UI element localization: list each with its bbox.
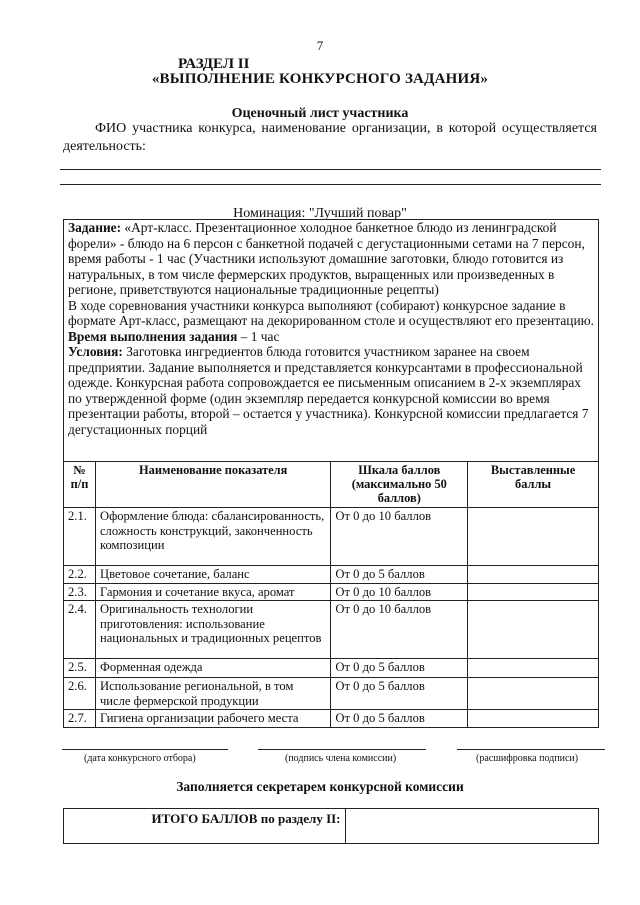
row-scale: От 0 до 10 баллов: [331, 508, 468, 566]
signature-caption: (подпись члена комиссии): [285, 753, 397, 764]
date-line[interactable]: [62, 749, 228, 750]
row-score-cell[interactable]: [468, 678, 599, 710]
task-label: Задание:: [68, 220, 122, 235]
row-name: Оформление блюда: сбалансированность, сложность конструкций, законченность композиции: [95, 508, 330, 566]
row-scale: От 0 до 10 баллов: [331, 583, 468, 601]
row-score-cell[interactable]: [468, 583, 599, 601]
table-row: [64, 659, 599, 678]
table-row: [64, 710, 599, 728]
table-row: [64, 678, 599, 710]
decode-line[interactable]: [457, 749, 605, 750]
header-scale: Шкала баллов (максимально 50 баллов): [331, 462, 468, 508]
row-num: 2.3.: [64, 583, 96, 601]
row-name: Оригинальность технологии приготовления: использование национальных и традиционных рецептов: [95, 601, 330, 659]
time-value: – 1 час: [237, 328, 280, 344]
row-num: 2.4.: [64, 601, 96, 659]
header-name: Наименование показателя: [95, 462, 330, 508]
table-row: [64, 583, 599, 601]
row-score-cell[interactable]: [468, 710, 599, 728]
row-scale: От 0 до 5 баллов: [331, 659, 468, 678]
total-table: [63, 808, 599, 844]
conditions-text: Заготовка ингредиентов блюда готовится участником заранее на своем предприятии. Задание выполняется и представляется конкурсантами в профессиональной одежде. Конкурсная работа сопровождается ее письменным описанием в 2-х экземплярах по утвержденной форме (один экземпляр передается конкурсной комиссии во время презентации работы, второй – остается у участника). Конкурсной комиссии предлагается 7 дегустационных порций: [68, 344, 589, 437]
decode-caption: (расшифровка подписи): [476, 753, 579, 764]
row-scale: От 0 до 5 баллов: [331, 566, 468, 584]
page-number: 7: [316, 38, 324, 53]
secretary-note: Заполняется секретарем конкурсной комиссии: [176, 779, 464, 794]
task-description: [68, 220, 596, 437]
date-caption: (дата конкурсного отбора): [84, 753, 196, 764]
row-num: 2.5.: [64, 659, 96, 678]
section-subtitle: «ВЫПОЛНЕНИЕ КОНКУРСНОГО ЗАДАНИЯ»: [151, 71, 489, 87]
task-text-2: В ходе соревнования участники конкурса выполняют (собирают) конкурсное задание в формате Арт-класс, размещают на декорированном столе и осуществляют его презентацию.: [68, 297, 594, 328]
sheet-title: Оценочный лист участника: [231, 106, 409, 121]
fio-label: ФИО участника конкурса, наименование организации, в которой осуществляется деятельность:: [63, 121, 597, 154]
fio-line-1[interactable]: [60, 169, 601, 170]
row-num: 2.6.: [64, 678, 96, 710]
row-score-cell[interactable]: [468, 566, 599, 584]
row-num: 2.7.: [64, 710, 96, 728]
header-score: Выставленные баллы: [468, 462, 599, 508]
total-value-cell[interactable]: [345, 809, 598, 844]
criteria-table: [63, 461, 599, 728]
row-name: Гармония и сочетание вкуса, аромат: [95, 583, 330, 601]
row-scale: От 0 до 5 баллов: [331, 678, 468, 710]
nomination: Номинация: "Лучший повар": [233, 206, 407, 221]
row-scale: От 0 до 10 баллов: [331, 601, 468, 659]
table-row: [64, 566, 599, 584]
total-label: ИТОГО БАЛЛОВ по разделу II:: [64, 809, 346, 844]
section-title: РАЗДЕЛ II: [178, 56, 250, 72]
task-text: «Арт-класс. Презентационное холодное банкетное блюдо из ленинградской форели» - блюдо на 6 персон с банкетной подачей с дегустационными сетами на 7 персон, время работы - 1 час (Участники используют домашние заготовки, блюдо готовится из натуральных, в том числе фермерских продуктов, выращенных или произведенных в регионе, приветствуются национальные традиционные рецепты): [68, 220, 585, 297]
table-row: [64, 508, 599, 566]
row-name: Гигиена организации рабочего места: [95, 710, 330, 728]
row-name: Форменная одежда: [95, 659, 330, 678]
signature-line[interactable]: [258, 749, 426, 750]
fio-line-2[interactable]: [60, 184, 601, 185]
row-scale: От 0 до 5 баллов: [331, 710, 468, 728]
row-num: 2.2.: [64, 566, 96, 584]
row-num: 2.1.: [64, 508, 96, 566]
row-name: Использование региональной, в том числе фермерской продукции: [95, 678, 330, 710]
row-name: Цветовое сочетание, баланс: [95, 566, 330, 584]
header-num: № п/п: [64, 462, 96, 508]
time-label: Время выполнения задания: [68, 328, 238, 344]
conditions-label: Условия:: [68, 344, 123, 359]
row-score-cell[interactable]: [468, 659, 599, 678]
table-row: [64, 601, 599, 659]
row-score-cell[interactable]: [468, 508, 599, 566]
row-score-cell[interactable]: [468, 601, 599, 659]
